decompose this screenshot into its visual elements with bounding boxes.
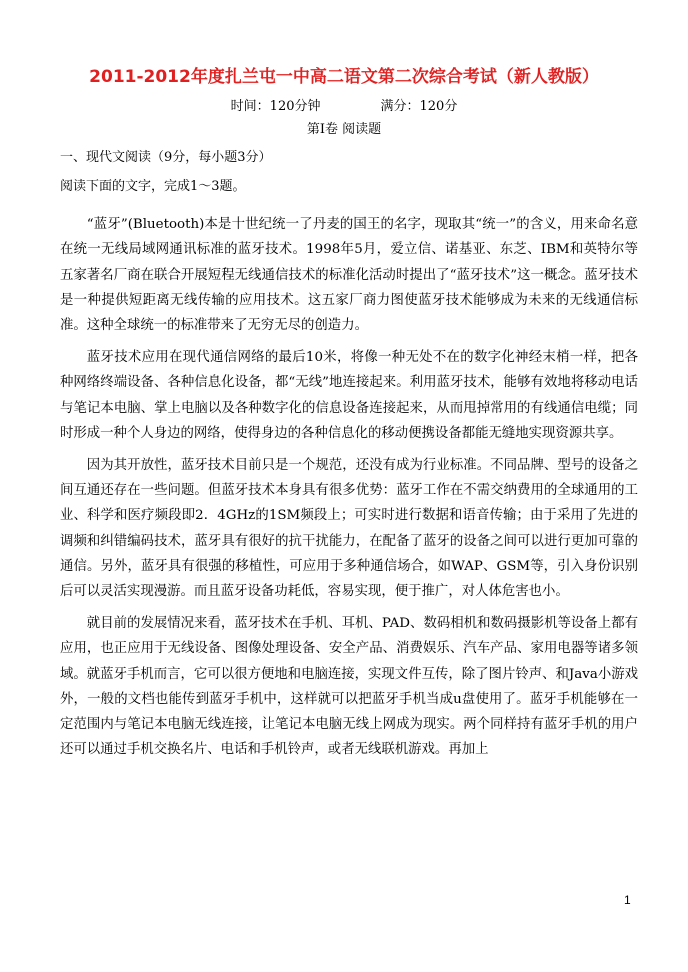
paragraph: 因为其开放性，蓝牙技术目前只是一个规范，还没有成为行业标准。不同品牌、型号的设备之间互通还存在一些问题。但蓝牙技术本身具有很多优势：蓝牙工作在不需交纳费用的全球通用的工业、科学和医疗频段即2．4GHz的1SM频段上；可实时进行数据和语音传输；由于采用了先进的调频和纠错编码技术，蓝牙具有很好的抗干扰能力，在配备了蓝牙的设备之间可以进行更加可靠的通信。另外，蓝牙具有很强的移植性，可应用于多种通信场合，如WAP、GSM等，引入身份识别后可以灵活实现漫游。而且蓝牙设备功耗低，容易实现，便于推广，对人体危害也小。	[60, 457, 638, 600]
score-label: 满分：120分	[380, 99, 458, 114]
exam-title: 2011-2012年度扎兰屯一中高二语文第二次综合考试（新人教版）	[89, 67, 599, 87]
passage	[60, 212, 638, 769]
time-label: 时间：120分钟	[230, 99, 321, 114]
paragraph: 蓝牙技术应用在现代通信网络的最后10米，将像一种无处不在的数字化神经末梢一样，把各种网络终端设备、各种信息化设备，都“无线”地连接起来。利用蓝牙技术，能够有效地将移动电话与笔记本电脑、掌上电脑以及各种数字化的信息设备连接起来，从而甩掉常用的有线通信电缆；同时形成一种个人身边的网络，使得身边的各种信息化的移动便携设备都能无缝地实现资源共享。	[60, 349, 638, 441]
section-heading: 一、现代文阅读（9分，每小题3分）	[60, 150, 272, 165]
paragraph: “蓝牙”(Bluetooth)本是十世纪统一了丹麦的国王的名字，现取其“统一”的含义，用来命名意在统一无线局域网通讯标准的蓝牙技术。1998年5月，爱立信、诺基亚、东芝、IBM和英特尔等五家著名厂商在联合开展短程无线通信技术的标准化活动时提出了“蓝牙技术”这一概念。蓝牙技术是一种提供短距离无线传输的应用技术。这五家厂商力图使蓝牙技术能够成为未来的无线通信标准。这种全球统一的标准带来了无穷无尽的创造力。	[60, 217, 638, 334]
exam-meta	[0, 95, 688, 114]
page-number: 1	[624, 893, 631, 907]
instruction: 阅读下面的文字，完成1～3题。	[60, 179, 246, 194]
part-label: 第Ⅰ卷 阅读题	[306, 122, 382, 137]
paragraph: 就目前的发展情况来看，蓝牙技术在手机、耳机、PAD、数码相机和数码摄影机等设备上都有应用，也正应用于无线设备、图像处理设备、安全产品、消费娱乐、汽车产品、家用电器等诸多领域。就蓝牙手机而言，它可以很方便地和电脑连接，实现文件互传，除了图片铃声、和Java小游戏外，一般的文档也能传到蓝牙手机中，这样就可以把蓝牙手机当成u盘使用了。蓝牙手机能够在一定范围内与笔记本电脑无线连接，让笔记本电脑无线上网成为现实。两个同样持有蓝牙手机的用户还可以通过手机交换名片、电话和手机铃声，或者无线联机游戏。再加上	[60, 615, 638, 758]
